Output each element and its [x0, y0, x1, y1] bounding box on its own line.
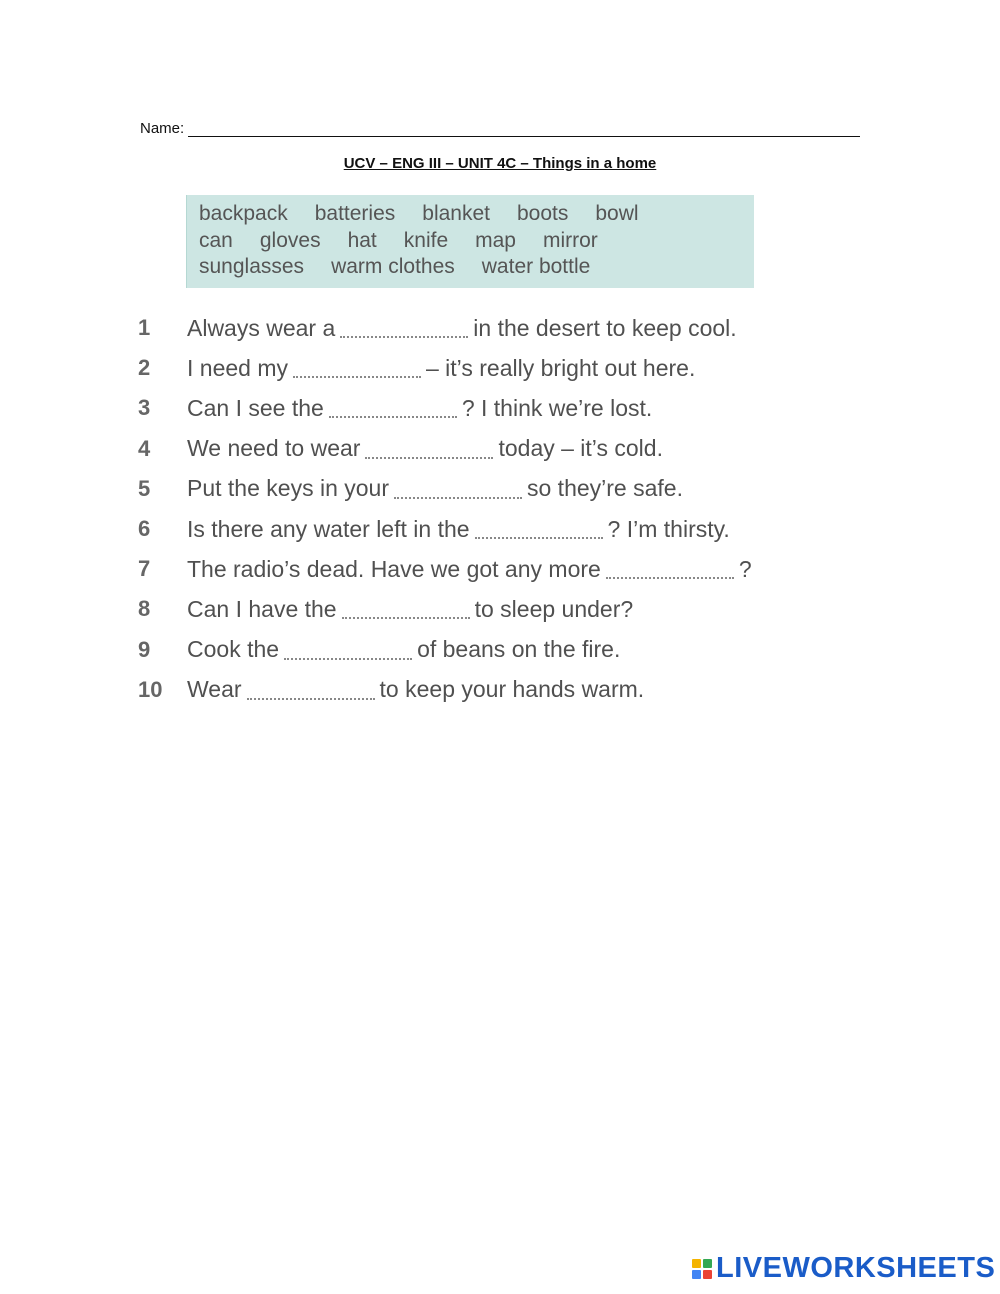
item-number: 6: [138, 516, 151, 542]
item-text-before: The radio’s dead. Have we got any more: [187, 555, 601, 582]
answer-blank[interactable]: [365, 455, 493, 459]
item-text-before: Always wear a: [187, 314, 336, 341]
word-bank-item: sunglasses: [199, 255, 305, 278]
item-number: 9: [138, 636, 151, 662]
item-text-after: of beans on the fire.: [417, 636, 621, 663]
exercise-item: [138, 348, 858, 388]
item-number: 8: [138, 596, 151, 622]
item-text-before: Cook the: [187, 636, 280, 663]
word-bank-item: map: [475, 228, 516, 252]
exercise-item: [138, 589, 858, 629]
item-text-after: today – it’s cold.: [498, 435, 663, 462]
answer-blank[interactable]: [329, 414, 457, 418]
answer-blank[interactable]: [342, 615, 470, 619]
worksheet-title: UCV – ENG III – UNIT 4C – Things in a home: [343, 155, 657, 172]
name-label: Name:: [140, 120, 185, 137]
item-number: 10: [138, 676, 163, 702]
item-text-after: to keep your hands warm.: [379, 676, 645, 703]
word-bank-item: batteries: [314, 202, 396, 225]
word-bank-item: knife: [403, 228, 449, 252]
item-number: 5: [138, 475, 151, 501]
word-bank-item: hat: [347, 228, 377, 252]
answer-blank[interactable]: [293, 374, 421, 378]
exercise-item: [138, 509, 858, 549]
item-number: 3: [138, 395, 151, 421]
word-bank-item: blanket: [422, 202, 490, 225]
exercise-item: [138, 549, 858, 589]
logo-block: [703, 1259, 712, 1268]
item-text-after: ? I think we’re lost.: [461, 394, 653, 421]
exercise-item: [138, 388, 858, 428]
item-text-before: I need my: [187, 354, 288, 381]
word-bank-item: boots: [516, 202, 569, 225]
item-number: 2: [138, 355, 151, 381]
word-bank-item: water bottle: [481, 255, 591, 278]
word-bank-row: [199, 254, 744, 281]
item-number: 1: [138, 315, 151, 341]
answer-blank[interactable]: [340, 334, 468, 338]
item-text-after: in the desert to keep cool.: [473, 314, 737, 341]
item-text-before: Put the keys in your: [187, 475, 389, 502]
exercise-item: [138, 429, 858, 469]
word-bank-item: mirror: [542, 228, 598, 252]
item-text-after: ?: [738, 555, 752, 582]
answer-blank[interactable]: [247, 696, 375, 700]
item-text-before: We need to wear: [187, 435, 361, 462]
item-text-before: Can I have the: [187, 595, 337, 622]
answer-blank[interactable]: [606, 575, 734, 579]
item-text-before: Can I see the: [187, 394, 324, 421]
word-bank-item: can: [199, 228, 233, 252]
name-field[interactable]: [140, 117, 860, 137]
name-underline[interactable]: [188, 121, 860, 137]
exercise-item: [138, 630, 858, 670]
logo-block: [692, 1270, 701, 1279]
answer-blank[interactable]: [394, 495, 522, 499]
item-number: 7: [138, 556, 151, 582]
word-bank-item: gloves: [259, 228, 321, 252]
item-text-after: – it’s really bright out here.: [426, 354, 696, 381]
exercise-item: [138, 469, 858, 509]
word-bank-row: [199, 201, 744, 228]
logo-blocks-icon: [692, 1259, 712, 1279]
item-text-before: Is there any water left in the: [187, 515, 470, 542]
word-bank-item: backpack: [199, 202, 288, 225]
logo-block: [703, 1270, 712, 1279]
word-bank: [186, 195, 754, 288]
item-text-after: so they’re safe.: [527, 475, 683, 502]
item-text-before: Wear: [187, 676, 242, 703]
liveworksheets-logo: [692, 1252, 995, 1285]
item-text-after: to sleep under?: [474, 595, 634, 622]
word-bank-row: [199, 228, 744, 255]
logo-text: LIVEWORKSHEETS: [716, 1252, 996, 1284]
item-text-after: ? I’m thirsty.: [607, 515, 730, 542]
exercise-item: [138, 670, 858, 710]
word-bank-item: bowl: [595, 202, 639, 225]
answer-blank[interactable]: [475, 535, 603, 539]
word-bank-item: warm clothes: [331, 255, 455, 278]
answer-blank[interactable]: [284, 656, 412, 660]
exercise-list: [138, 308, 858, 710]
item-number: 4: [138, 435, 151, 461]
logo-block: [692, 1259, 701, 1268]
exercise-item: [138, 308, 858, 348]
